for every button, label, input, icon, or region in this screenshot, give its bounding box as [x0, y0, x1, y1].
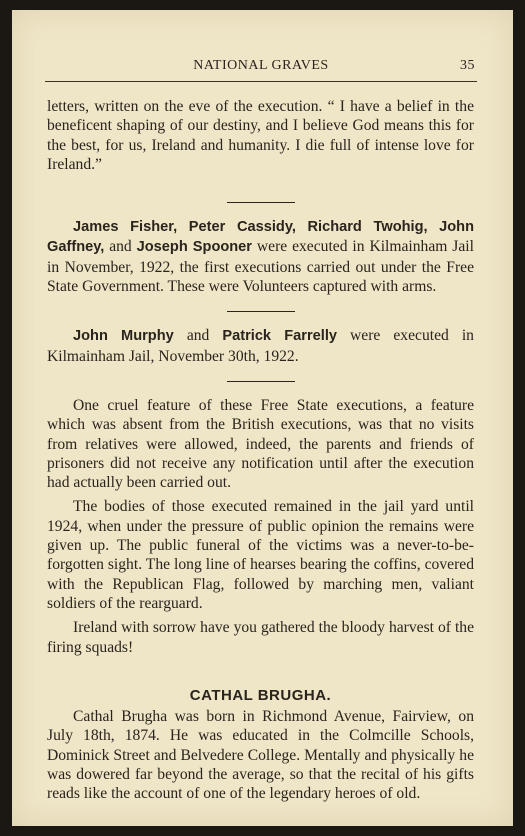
section-divider: [227, 202, 295, 203]
paragraph-murphy-farrelly: [47, 326, 474, 366]
name-patrick-farrelly: Patrick Farrelly: [222, 328, 337, 345]
name-john-murphy: John Murphy: [73, 328, 174, 345]
paragraph-cathal-brugha: Cathal Brugha was born in Richmond Avenue, Fairview, on July 18th, 1874. He was educated in the Colmcille Schools, Dominick Street and Belvedere College. Mentally and physically he was dowered far beyond the average, so that the recital of his gifts reads like the account of one of the legendary heroes of old.: [47, 708, 474, 803]
paragraph-bodies-remained: The bodies of those executed remained in the jail yard until 1924, when under the pressure of public opinion the remains were given up. The public funeral of the victims was a never-to-be-forgotten sight. The long line of hearses bearing the coffins, covered with the Republican Flag, followed by marching men, valiant soldiers of the rearguard.: [47, 498, 474, 612]
paragraph-executed-november: [47, 217, 474, 296]
header-rule: [45, 81, 477, 82]
name-james-fisher: James Fisher,: [73, 219, 178, 236]
name-richard-twohig: Richard Twohig,: [307, 219, 428, 236]
name-peter-cassidy: Peter Cassidy,: [188, 219, 296, 236]
section-heading: CATHAL BRUGHA.: [189, 686, 332, 704]
paragraph-cruel-feature: One cruel feature of these Free State executions, a feature which was absent from the British executions, was that no visits from relatives were allowed, indeed, the parents and friends of prisoners did not receive any notification until after the execution had actually been carried out.: [47, 396, 474, 492]
paragraph-ireland-sorrow: Ireland with sorrow have you gathered the bloody harvest of the firing squads!: [47, 619, 474, 656]
page-number: 35: [460, 58, 475, 73]
section-divider: [227, 311, 295, 312]
running-header: [45, 58, 477, 82]
paragraph-letter-quote: letters, written on the eve of the execution. “ I have a belief in the beneficent shaping of our destiny, and I believe God means this for the best, for us, Ireland and humanity. I die full of intense love for Ireland.”: [47, 98, 474, 173]
book-page: [12, 10, 513, 826]
section-divider: [227, 381, 295, 382]
page-body: [47, 97, 474, 804]
name-john-gaffney: John Gaffney,: [47, 219, 474, 256]
running-title: NATIONAL GRAVES: [193, 58, 329, 73]
conjunction: and: [109, 238, 132, 256]
conjunction: and: [186, 327, 210, 345]
paragraph-text: were executed in Kilmainham Jail, November 30th, 1922.: [47, 327, 474, 365]
name-joseph-spooner: Joseph Spooner: [136, 239, 252, 256]
paragraph-text: were executed in Kilmainham Jail in November, 1922, the first executions carried out under the Free State Government. These were Volunteers captured with arms.: [47, 238, 474, 296]
